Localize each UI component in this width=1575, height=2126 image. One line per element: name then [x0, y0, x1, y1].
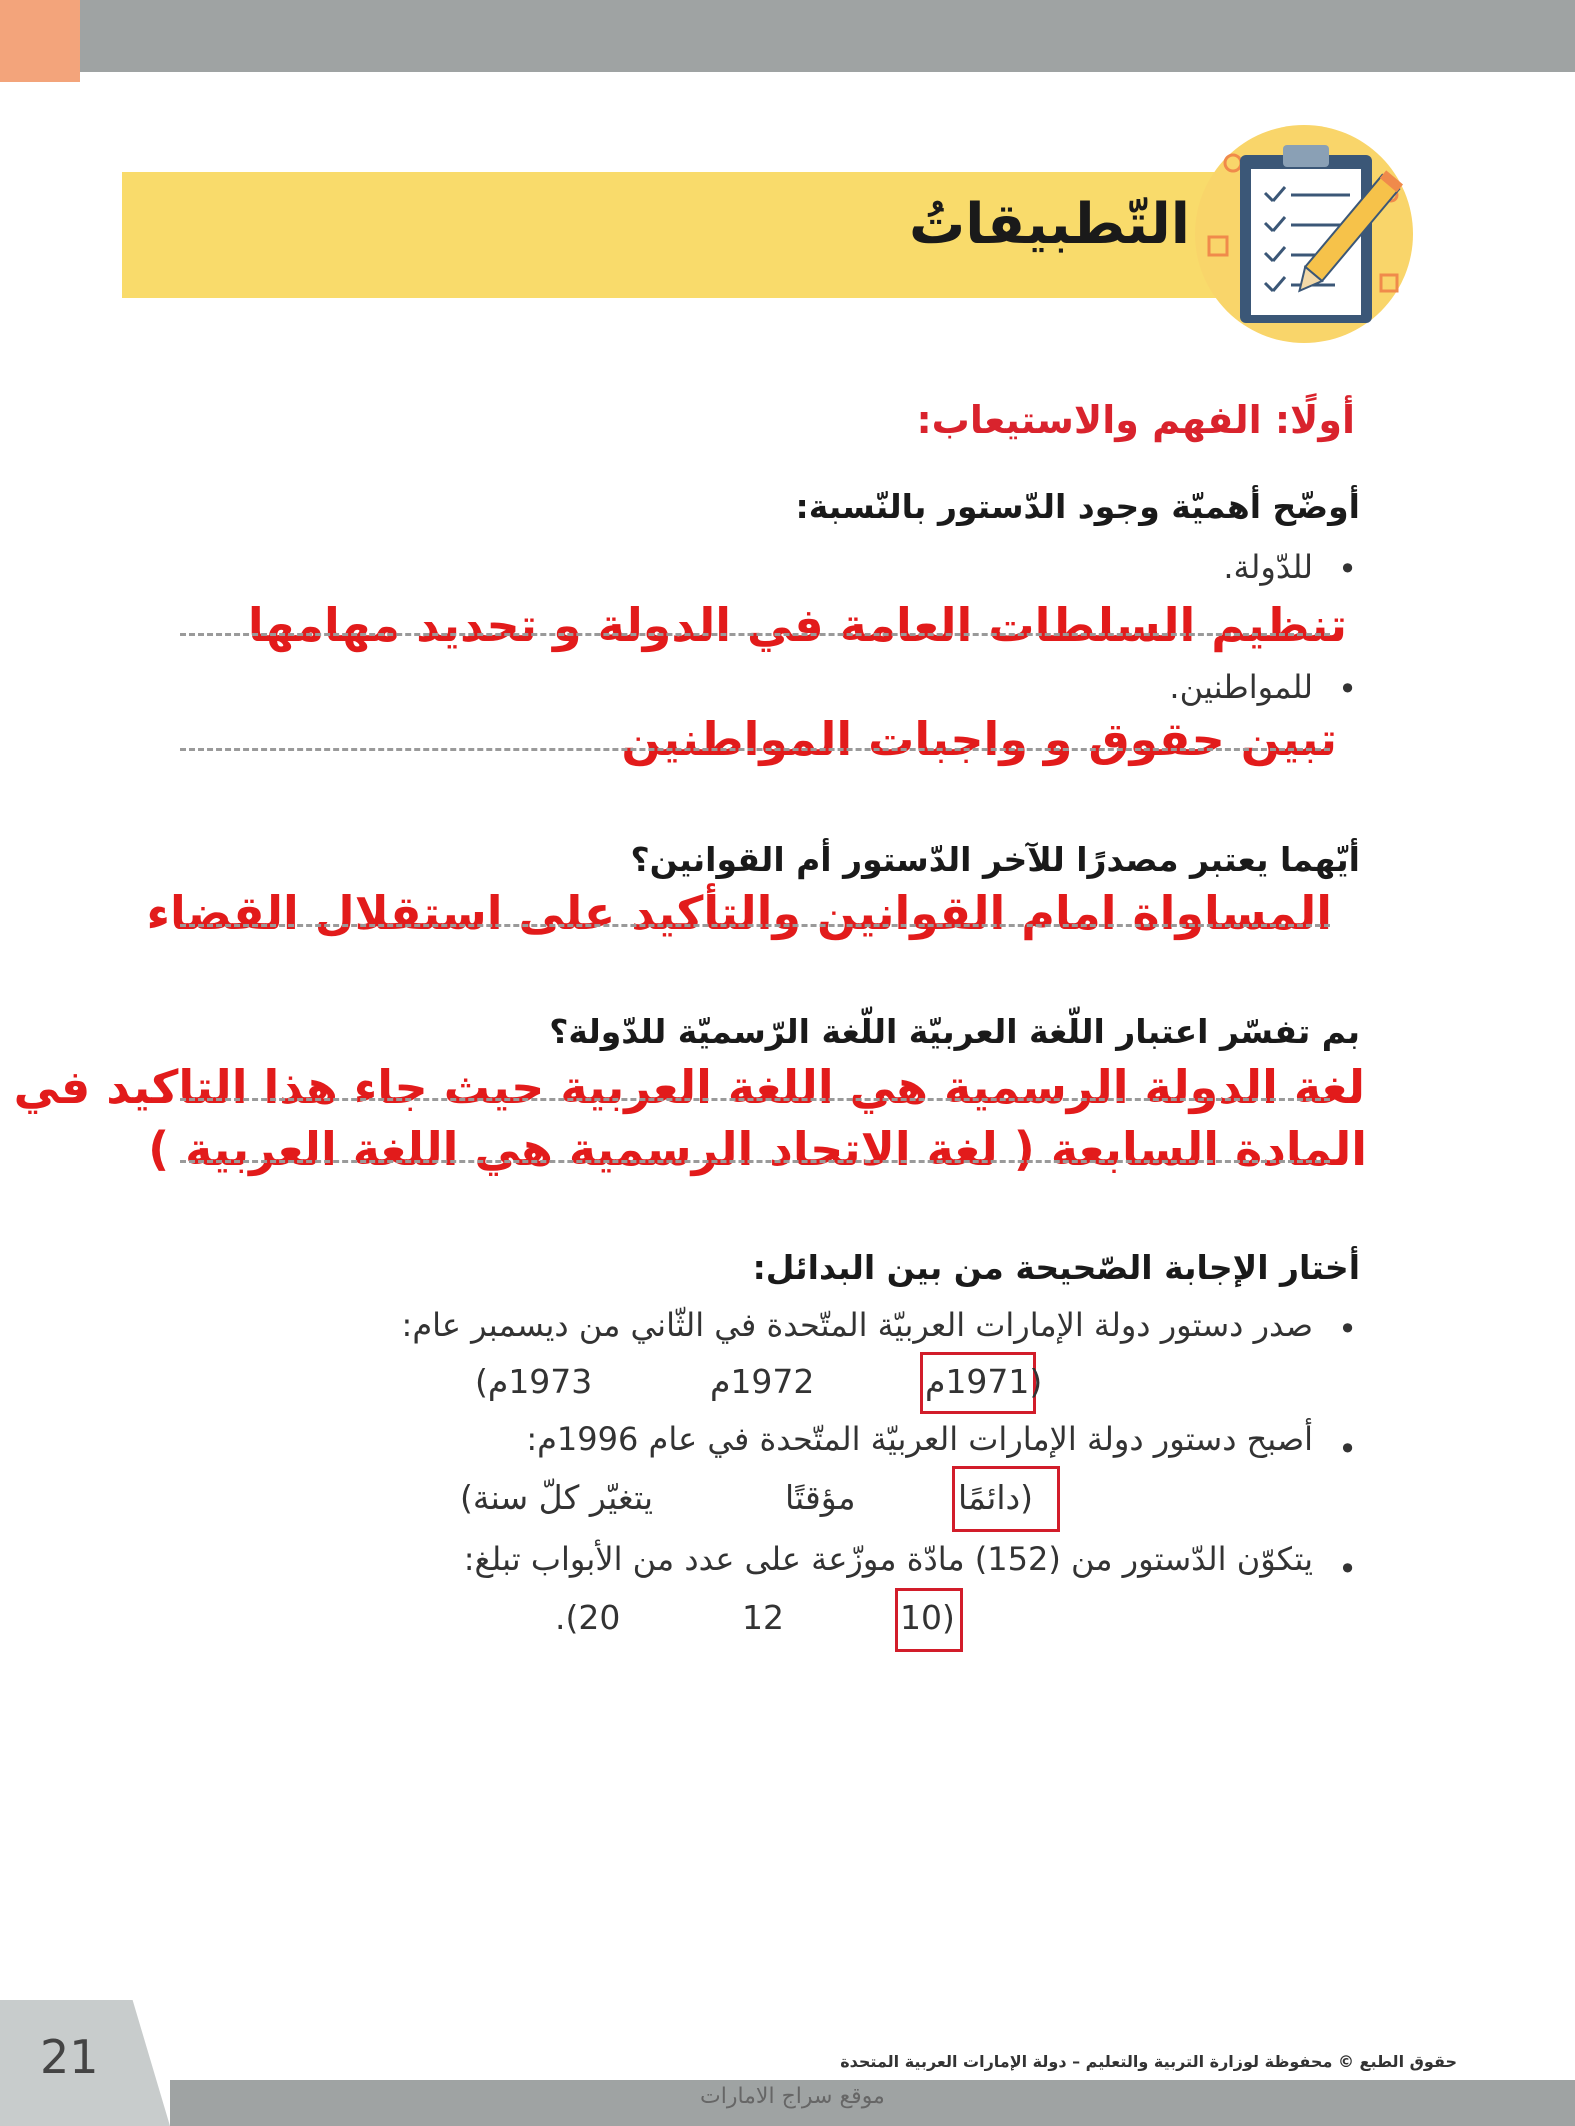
answer-state[interactable]: تنظيم السلطات العامة في الدولة و تحديد مهامها: [247, 598, 1347, 652]
answer-arabic-language-line2[interactable]: المادة السابعة ( لغة الاتحاد الرسمية هي اللغة العربية ): [148, 1122, 1367, 1176]
section-title: أولًا: الفهم والاستيعاب:: [916, 398, 1355, 442]
answer-line: [180, 1160, 1330, 1163]
choice-option[interactable]: يتغيّر كلّ سنة): [460, 1478, 654, 1517]
item-label-state: للدّولة.: [1223, 548, 1313, 586]
mc-stem-1: صدر دستور دولة الإمارات العربيّة المتّحدة في الثّاني من ديسمبر عام:: [401, 1306, 1313, 1344]
answer-line: [180, 633, 1330, 636]
clipboard-checklist-icon: [1195, 125, 1413, 343]
bullet: •: [1338, 1550, 1357, 1588]
copyright-notice: حقوق الطبع © محفوظة لوزارة التربية والتعليم – دولة الإمارات العربية المتحدة: [840, 2052, 1457, 2071]
top-bar: [0, 0, 1575, 72]
question-constitution-laws: أيّهما يعتبر مصدرًا للآخر الدّستور أم القوانين؟: [630, 840, 1360, 879]
question-constitution-importance: أوضّح أهميّة وجود الدّستور بالنّسبة:: [795, 487, 1360, 526]
answer-line: [180, 924, 1330, 927]
choice-option[interactable]: 1973م): [475, 1362, 593, 1401]
question-arabic-language: بم تفسّر اعتبار اللّغة العربيّة اللّغة الرّسميّة للدّولة؟: [549, 1012, 1360, 1051]
answer-line: [180, 1098, 1330, 1101]
choice-option[interactable]: 1972م: [710, 1362, 815, 1401]
mc-stem-2: أصبح دستور دولة الإمارات العربيّة المتّحدة في عام 1996م:: [526, 1420, 1313, 1458]
bullet: •: [1338, 550, 1357, 588]
choice-option[interactable]: 12: [742, 1598, 784, 1637]
bullet: •: [1338, 1430, 1357, 1468]
choice-option[interactable]: (دائمًا: [958, 1478, 1034, 1517]
page-title: التّطبيقاتُ: [909, 192, 1190, 257]
mc-stem-3: يتكوّن الدّستور من (152) مادّة موزّعة على عدد من الأبواب تبلغ:: [463, 1540, 1313, 1578]
bullet: •: [1338, 1310, 1357, 1348]
choice-option[interactable]: (1971م: [925, 1362, 1043, 1401]
bullet: •: [1338, 670, 1357, 708]
answer-constitution-laws[interactable]: المساواة امام القوانين والتأكيد على استقلال القضاء: [146, 886, 1332, 940]
question-choose-correct: أختار الإجابة الصّحيحة من بين البدائل:: [752, 1248, 1360, 1287]
item-label-citizens: للمواطنين.: [1169, 668, 1313, 706]
answer-citizens[interactable]: تبين حقوق و واجبات المواطنين: [621, 712, 1337, 766]
page-number: 21: [40, 2030, 99, 2084]
choice-option[interactable]: (10: [900, 1598, 955, 1637]
top-corner-accent: [0, 0, 80, 82]
choice-option[interactable]: مؤقتًا: [785, 1478, 856, 1517]
footer-site-name: موقع سراج الامارات: [700, 2084, 885, 2109]
answer-line: [180, 748, 1330, 751]
choice-option[interactable]: 20).: [555, 1598, 621, 1637]
answer-arabic-language-line1[interactable]: لغة الدولة الرسمية هي اللغة العربية حيث جاء هذا التاكيد في: [13, 1060, 1365, 1114]
